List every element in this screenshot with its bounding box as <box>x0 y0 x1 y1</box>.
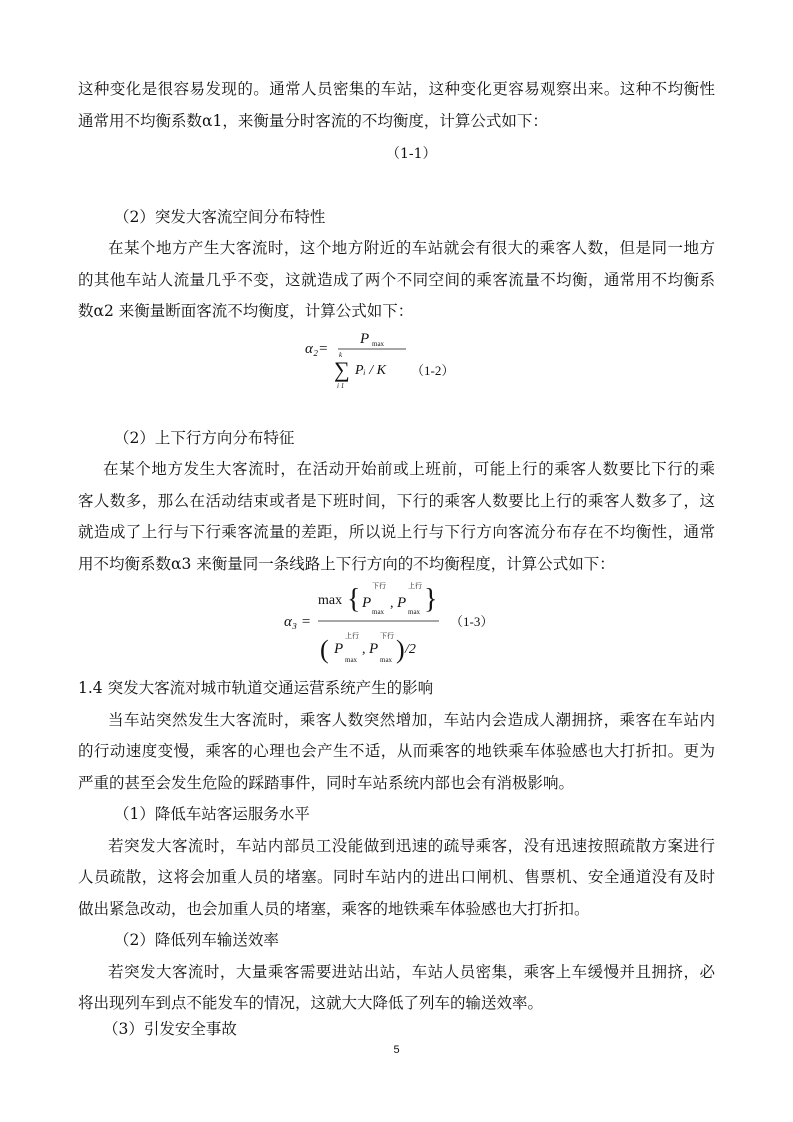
text-line: 在某个地方发生大客流时，在活动开始前或上班前，可能上行的乘客人数要比下行的乘 <box>103 460 715 478</box>
text-line: 若突发大客流时，大量乘客需要进站出站，车站人员密集，乘客上车缓慢并且拥挤，必 <box>108 963 715 981</box>
eq3-div: /2 <box>405 642 416 657</box>
eq2-numerator: P <box>360 331 370 347</box>
text-line: 用不均衡系数α3 来衡量同一条线路上下行方向的不均衡程度，计算公式如下： <box>78 555 615 573</box>
paren-right: ) <box>396 635 405 664</box>
eq3-sup-down: 下行 <box>380 632 394 640</box>
section-heading: （3）引发安全事故 <box>103 1020 237 1038</box>
eq3-max-word: max <box>318 593 343 608</box>
section-heading: （2）降低列车输送效率 <box>114 931 279 949</box>
brace-left: { <box>347 584 361 615</box>
text-line: 做出紧急改动，也会加重人员的堵塞，乘客的地铁乘车体验感也大打折扣。 <box>78 900 590 918</box>
section-heading: （2）突发大客流空间分布特性 <box>114 208 326 226</box>
brace-right: } <box>424 584 438 615</box>
equation-number: （1-1） <box>386 146 437 162</box>
eq2-numerator-sub: max <box>372 340 385 348</box>
equation-1-3 <box>284 576 514 668</box>
text-line: 严重的甚至会发生危险的踩踏事件，同时车站系统内部也会有消极影响。 <box>78 774 575 792</box>
eq3-var: P <box>397 595 407 611</box>
text-line: 当车站突然发生大客流时，乘客人数突然增加，车站内会造成人潮拥挤，乘客在车站内 <box>108 711 715 729</box>
eq3-comma: , <box>362 642 366 657</box>
text-line: 客人数多，那么在活动结束或者是下班时间，下行的乘客人数要比上行的乘客人数多了，这 <box>78 492 715 510</box>
eq3-sub: max <box>380 656 393 664</box>
equation-1-2 <box>298 328 498 398</box>
eq2-sum-upper: k <box>339 351 343 359</box>
text-line: 就造成了上行与下行乘客流量的差距，所以说上行与下行方向客流分布存在不均衡性，通常 <box>78 523 715 541</box>
eq3-sup-up: 上行 <box>408 582 422 590</box>
text-line: 人员疏散，这将会加重人员的堵塞。同时车站内的进出口闸机、售票机、安全通道没有及时 <box>78 868 715 886</box>
text-line: 将出现列车到点不能发车的情况，这就大大降低了列车的输送效率。 <box>78 994 544 1012</box>
eq3-var: P <box>334 641 344 657</box>
eq2-lhs: α₂= <box>305 341 329 357</box>
page-number: 5 <box>393 1044 400 1056</box>
text-line: 通常用不均衡系数α1，来衡量分时客流的不均衡度，计算公式如下： <box>78 112 548 130</box>
eq3-var: P <box>362 595 372 611</box>
eq3-sup-down: 下行 <box>372 582 386 590</box>
eq3-var: P <box>369 641 379 657</box>
eq3-sub: max <box>372 608 385 616</box>
text-line: 数α2 来衡量断面客流不均衡度，计算公式如下： <box>78 302 414 320</box>
text-line: 的其他车站人流量几乎不变，这就造成了两个不同空间的乘客流量不均衡，通常用不均衡系 <box>78 271 715 289</box>
section-heading: （1）降低车站客运服务水平 <box>114 805 310 823</box>
eq2-sum-lower: i 1 <box>337 382 345 390</box>
eq3-sub: max <box>345 656 358 664</box>
text-line: 在某个地方产生大客流时，这个地方附近的车站就会有很大的乘客人数，但是同一地方 <box>108 239 715 257</box>
eq3-sub: max <box>408 608 421 616</box>
eq3-comma: , <box>390 596 394 611</box>
paren-left: ( <box>320 635 329 664</box>
equation-number: （1-3） <box>450 614 494 629</box>
text-line: 这种变化是很容易发现的。通常人员密集的车站，这种变化更容易观察出来。这种不均衡性 <box>78 80 715 98</box>
equation-number: （1-2） <box>411 363 455 378</box>
eq3-sup-up: 上行 <box>345 632 359 640</box>
text-line: 若突发大客流时，车站内部员工没能做到迅速的疏导乘客，没有迅速按照疏散方案进行 <box>108 837 715 855</box>
sum-symbol: ∑ <box>334 357 350 382</box>
text-line: 的行动速度变慢，乘客的心理也会产生不适，从而乘客的地铁乘车体验感也大打折扣。更为 <box>78 742 715 760</box>
section-heading: 1.4 突发大客流对城市轨道交通运营系统产生的影响 <box>78 679 434 697</box>
section-heading: （2）上下行方向分布特征 <box>114 429 295 447</box>
eq2-denominator: Pᵢ / K <box>355 363 386 378</box>
eq3-lhs: α₃ = <box>284 614 311 630</box>
